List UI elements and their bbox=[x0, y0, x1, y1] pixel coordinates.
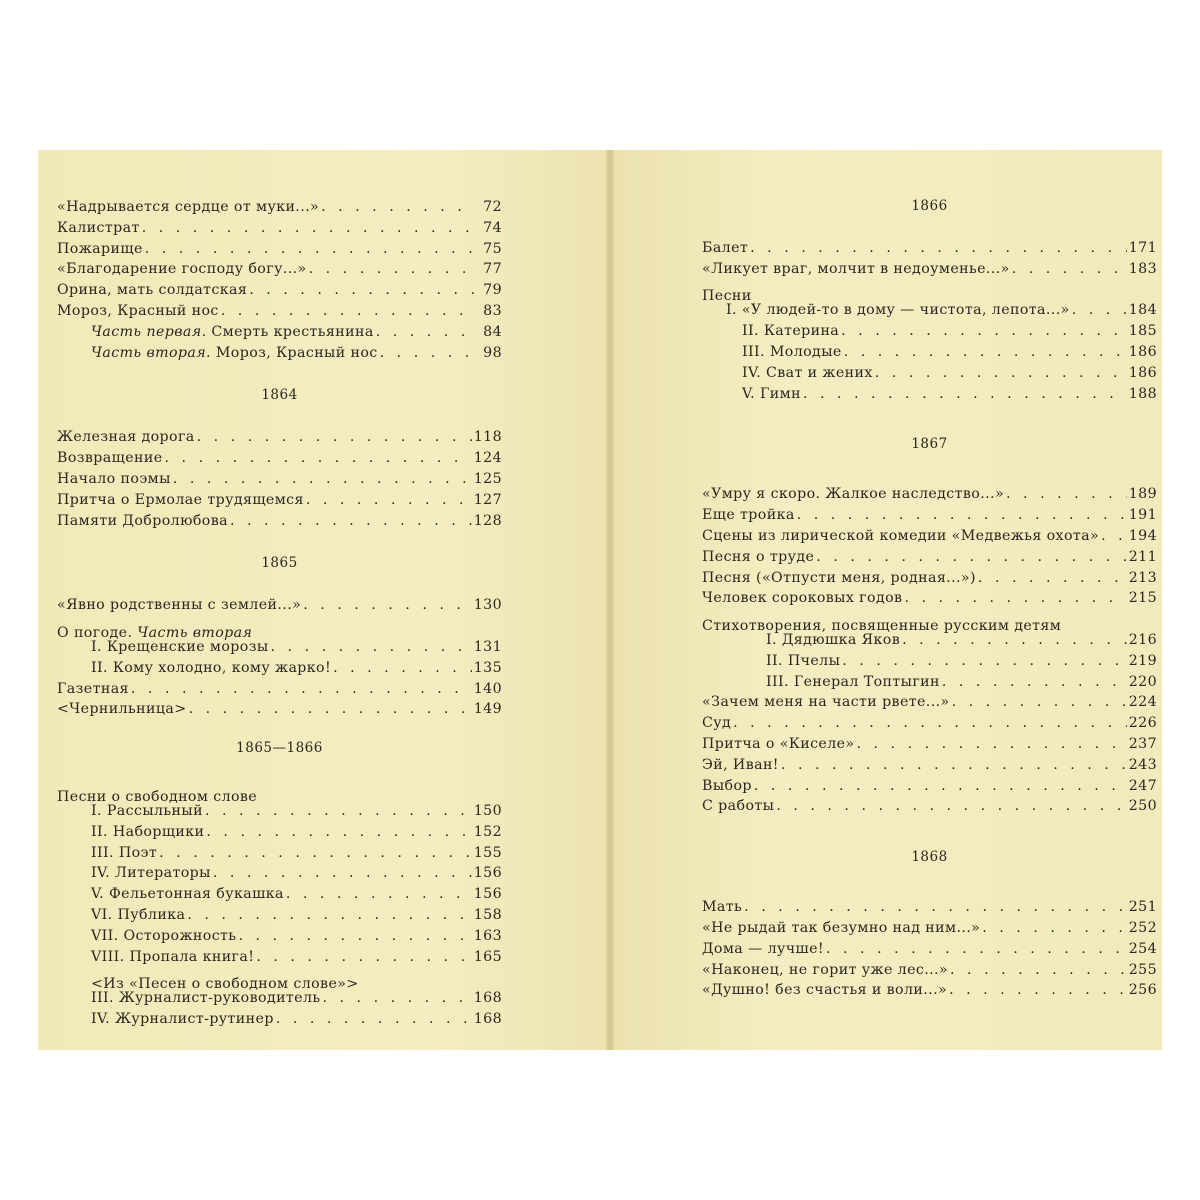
toc-page: 189 bbox=[1128, 486, 1157, 503]
toc-page: 247 bbox=[1128, 777, 1157, 794]
toc-entry[interactable] bbox=[57, 905, 502, 926]
toc-page: 243 bbox=[1128, 756, 1157, 773]
toc-entry[interactable] bbox=[702, 713, 1157, 734]
toc-entry[interactable] bbox=[702, 630, 1157, 651]
toc-entry[interactable] bbox=[57, 448, 502, 469]
toc-entry[interactable] bbox=[57, 863, 502, 884]
toc-title: Песня («Отпусти меня, родная...») bbox=[702, 569, 976, 586]
toc-entry[interactable] bbox=[57, 843, 502, 864]
toc-title: IV. Журналист-рутинер bbox=[91, 1010, 274, 1027]
toc-page: 216 bbox=[1128, 631, 1157, 648]
toc-page: 155 bbox=[473, 844, 502, 861]
toc-title: III. Журналист-руководитель bbox=[91, 990, 321, 1007]
toc-page: 237 bbox=[1128, 735, 1157, 752]
toc-title: <Из «Песен о свободном слове»> bbox=[91, 976, 359, 993]
toc-subtitle: О погоде. bbox=[57, 624, 138, 641]
toc-title: I. Крещенские морозы bbox=[91, 638, 269, 655]
year-heading: 1867 bbox=[911, 436, 948, 453]
toc-entry[interactable] bbox=[57, 801, 502, 822]
toc-entry[interactable] bbox=[702, 734, 1157, 755]
toc-entry[interactable] bbox=[57, 301, 502, 322]
toc-title: <Чернильница> bbox=[57, 701, 187, 718]
toc-title: Мороз, Красный нос bbox=[57, 302, 219, 319]
toc-entry[interactable] bbox=[57, 658, 502, 679]
toc-entry[interactable] bbox=[57, 637, 502, 658]
toc-title: Газетная bbox=[57, 680, 129, 697]
toc-page: 163 bbox=[473, 927, 502, 944]
toc-page: 84 bbox=[483, 323, 502, 340]
toc-entry[interactable] bbox=[702, 918, 1157, 939]
toc-title: Пожарище bbox=[57, 240, 143, 257]
toc-title: Калистрат bbox=[57, 219, 140, 236]
toc-entry[interactable] bbox=[702, 342, 1157, 363]
toc-title: «Зачем меня на части рвете...» bbox=[702, 694, 950, 711]
toc-entry[interactable] bbox=[57, 427, 502, 448]
toc-entry[interactable] bbox=[57, 1009, 502, 1030]
toc-title: II. Пчелы bbox=[766, 652, 841, 669]
toc-entry[interactable] bbox=[57, 322, 502, 343]
toc-page: 83 bbox=[483, 302, 502, 319]
toc-entry[interactable] bbox=[702, 897, 1157, 918]
toc-title: Памяти Добролюбова bbox=[57, 512, 228, 529]
toc-page: 150 bbox=[473, 802, 502, 819]
toc-title: Суд bbox=[702, 715, 732, 732]
toc-page: 185 bbox=[1128, 323, 1157, 340]
toc-page: 135 bbox=[473, 659, 502, 676]
toc-title: III. Поэт bbox=[91, 844, 158, 861]
toc-entry[interactable] bbox=[702, 300, 1157, 321]
toc-title: III. Молодые bbox=[742, 343, 842, 360]
toc-page: 254 bbox=[1128, 940, 1157, 957]
toc-entry[interactable] bbox=[57, 822, 502, 843]
toc-title: Сцены из лирической комедии «Медвежья охота» bbox=[702, 527, 1100, 544]
toc-title: II. Катерина bbox=[742, 323, 840, 340]
toc-page: 256 bbox=[1128, 982, 1157, 999]
right-toc-column bbox=[702, 196, 1157, 1001]
toc-title: II. Кому холодно, кому жарко! bbox=[91, 659, 332, 676]
toc-entry[interactable] bbox=[57, 947, 502, 968]
toc-page: 165 bbox=[473, 948, 502, 965]
toc-page: 252 bbox=[1128, 919, 1157, 936]
year-heading: 1865 bbox=[261, 555, 298, 572]
toc-title: VII. Осторожность bbox=[91, 927, 237, 944]
toc-entry[interactable] bbox=[57, 218, 502, 239]
toc-page: 186 bbox=[1128, 343, 1157, 360]
toc-title: Эй, Иван! bbox=[702, 756, 779, 773]
toc-entry[interactable] bbox=[702, 505, 1157, 526]
toc-page: 72 bbox=[483, 199, 502, 215]
toc-page: 128 bbox=[473, 512, 502, 529]
toc-title: Притча о Ермолае трудящемся bbox=[57, 491, 304, 508]
toc-entry[interactable] bbox=[57, 595, 502, 616]
toc-page: 124 bbox=[473, 450, 502, 467]
toc-entry[interactable] bbox=[702, 363, 1157, 384]
year-heading: 1864 bbox=[261, 387, 298, 404]
toc-title: «Наконец, не горит уже лес...» bbox=[702, 961, 949, 978]
toc-entry[interactable] bbox=[702, 588, 1157, 609]
toc-entry[interactable] bbox=[702, 547, 1157, 568]
toc-entry[interactable] bbox=[57, 679, 502, 700]
toc-entry[interactable] bbox=[57, 699, 502, 720]
toc-entry[interactable] bbox=[702, 384, 1157, 405]
toc-entry[interactable] bbox=[57, 511, 502, 532]
year-heading: 1865—1866 bbox=[236, 740, 323, 757]
toc-entry[interactable] bbox=[57, 343, 502, 364]
toc-page: 74 bbox=[483, 219, 502, 236]
toc-entry[interactable] bbox=[702, 672, 1157, 693]
toc-page: 77 bbox=[483, 261, 502, 278]
toc-page: 149 bbox=[473, 701, 502, 718]
toc-entry[interactable] bbox=[702, 776, 1157, 797]
toc-page: 191 bbox=[1128, 507, 1157, 524]
toc-page: 156 bbox=[473, 865, 502, 882]
toc-title: «Душно! без счастья и воли...» bbox=[702, 982, 948, 999]
toc-entry[interactable] bbox=[57, 259, 502, 280]
toc-page: 211 bbox=[1128, 548, 1157, 565]
toc-title: V. Гимн bbox=[742, 385, 801, 402]
toc-title: II. Наборщики bbox=[91, 823, 205, 840]
toc-title: Притча о «Киселе» bbox=[702, 735, 855, 752]
toc-title: Песни bbox=[702, 288, 752, 305]
toc-page: 118 bbox=[473, 429, 502, 446]
toc-page: 194 bbox=[1128, 527, 1157, 544]
toc-entry[interactable] bbox=[57, 926, 502, 947]
toc-page: 219 bbox=[1128, 652, 1157, 669]
toc-title: «Умру я скоро. Жалкое наследство...» bbox=[702, 486, 1005, 503]
toc-page: 130 bbox=[473, 597, 502, 614]
toc-page: 131 bbox=[473, 638, 502, 655]
toc-entry[interactable] bbox=[702, 568, 1157, 589]
toc-title: Орина, мать солдатская bbox=[57, 282, 248, 299]
toc-entry[interactable] bbox=[702, 796, 1157, 817]
toc-page: 224 bbox=[1128, 694, 1157, 711]
toc-entry[interactable] bbox=[57, 884, 502, 905]
toc-entry[interactable] bbox=[702, 692, 1157, 713]
toc-entry[interactable] bbox=[57, 197, 502, 218]
toc-entry[interactable] bbox=[702, 939, 1157, 960]
toc-title: Балет bbox=[702, 240, 749, 256]
toc-title: I. «У людей-то в дому — чистота, лепота...» bbox=[726, 302, 1070, 319]
toc-title: «Благодарение господу богу...» bbox=[57, 261, 307, 278]
toc-entry[interactable] bbox=[57, 239, 502, 260]
toc-page: 255 bbox=[1128, 961, 1157, 978]
toc-page: 250 bbox=[1128, 798, 1157, 815]
toc-page: 171 bbox=[1128, 240, 1157, 256]
toc-part-label: Часть вторая bbox=[137, 624, 253, 641]
toc-page: 127 bbox=[473, 491, 502, 508]
toc-page: 168 bbox=[473, 1010, 502, 1027]
toc-title bbox=[91, 322, 374, 343]
toc-entry[interactable] bbox=[57, 469, 502, 490]
left-toc-column bbox=[57, 197, 502, 1030]
toc-page: 79 bbox=[483, 282, 502, 299]
toc-title: IV. Литераторы bbox=[91, 865, 211, 882]
toc-page: 183 bbox=[1128, 260, 1157, 277]
toc-page: 186 bbox=[1128, 364, 1157, 381]
toc-page: 215 bbox=[1128, 590, 1157, 607]
toc-title: V. Фельетонная букашка bbox=[91, 886, 284, 903]
toc-entry[interactable] bbox=[702, 238, 1157, 259]
toc-subtitle: Смерть крестьянина bbox=[206, 323, 374, 340]
toc-title: VIII. Пропала книга! bbox=[91, 948, 255, 965]
toc-entry[interactable] bbox=[702, 484, 1157, 505]
toc-title: IV. Сват и жених bbox=[742, 364, 873, 381]
toc-page: 140 bbox=[473, 680, 502, 697]
toc-page: 226 bbox=[1128, 715, 1157, 732]
toc-title: «Явно родственны с землей...» bbox=[57, 597, 302, 614]
toc-entry[interactable] bbox=[702, 280, 1157, 305]
toc-title: Мать bbox=[702, 899, 743, 916]
toc-entry[interactable] bbox=[702, 651, 1157, 672]
toc-title: I. Дядюшка Яков bbox=[766, 631, 901, 648]
toc-title: Железная дорога bbox=[57, 429, 195, 446]
toc-entry[interactable] bbox=[702, 960, 1157, 981]
toc-entry[interactable] bbox=[702, 321, 1157, 342]
toc-page: 251 bbox=[1128, 899, 1157, 916]
toc-entry[interactable] bbox=[702, 980, 1157, 1001]
toc-title: III. Генерал Топтыгин bbox=[766, 673, 940, 690]
toc-entry[interactable] bbox=[57, 490, 502, 511]
toc-title: Дома — лучше! bbox=[702, 940, 825, 957]
toc-title: «Надрывается сердце от муки...» bbox=[57, 199, 320, 215]
toc-part-label: Часть первая. bbox=[91, 323, 207, 340]
toc-page: 152 bbox=[473, 823, 502, 840]
toc-entry[interactable] bbox=[702, 259, 1157, 280]
toc-title: VI. Публика bbox=[91, 906, 186, 923]
toc-title: «Ликует враг, молчит в недоуменье...» bbox=[702, 260, 1010, 277]
toc-page: 220 bbox=[1128, 673, 1157, 690]
toc-entry[interactable] bbox=[702, 609, 1157, 634]
toc-title: С работы bbox=[702, 798, 775, 815]
toc-title: Выбор bbox=[702, 777, 752, 794]
book-gutter bbox=[606, 150, 614, 1050]
toc-entry[interactable] bbox=[57, 967, 502, 993]
toc-page: 213 bbox=[1128, 569, 1157, 586]
toc-page: 184 bbox=[1128, 302, 1157, 319]
toc-page: 98 bbox=[483, 344, 502, 361]
toc-page: 158 bbox=[473, 906, 502, 923]
toc-title: I. Рассыльный bbox=[91, 802, 203, 819]
toc-title: Человек сороковых годов bbox=[702, 590, 903, 607]
toc-title: Стихотворения, посвященные русским детям bbox=[702, 617, 1062, 634]
toc-title: Песни о свободном слове bbox=[57, 788, 258, 805]
toc-entry[interactable] bbox=[57, 616, 502, 641]
toc-page: 188 bbox=[1128, 385, 1157, 402]
toc-entry[interactable] bbox=[57, 280, 502, 301]
toc-subtitle: Мороз, Красный нос bbox=[210, 344, 378, 361]
toc-title: Начало поэмы bbox=[57, 470, 171, 487]
toc-title: Еще тройка bbox=[702, 507, 795, 524]
toc-title bbox=[91, 343, 378, 364]
toc-entry[interactable] bbox=[702, 526, 1157, 547]
toc-page: 168 bbox=[473, 990, 502, 1007]
year-heading: 1866 bbox=[911, 198, 948, 214]
toc-page: 156 bbox=[473, 886, 502, 903]
toc-part-label: Часть вторая. bbox=[91, 344, 211, 361]
toc-page: 75 bbox=[483, 240, 502, 257]
toc-entry[interactable] bbox=[57, 988, 502, 1009]
toc-title: Возвращение bbox=[57, 450, 163, 467]
toc-title: Песня о труде bbox=[702, 548, 815, 565]
toc-entry[interactable] bbox=[702, 755, 1157, 776]
toc-title: «Не рыдай так безумно над ним...» bbox=[702, 919, 981, 936]
toc-page: 125 bbox=[473, 470, 502, 487]
toc-entry[interactable] bbox=[57, 780, 502, 805]
year-heading: 1868 bbox=[911, 849, 948, 866]
